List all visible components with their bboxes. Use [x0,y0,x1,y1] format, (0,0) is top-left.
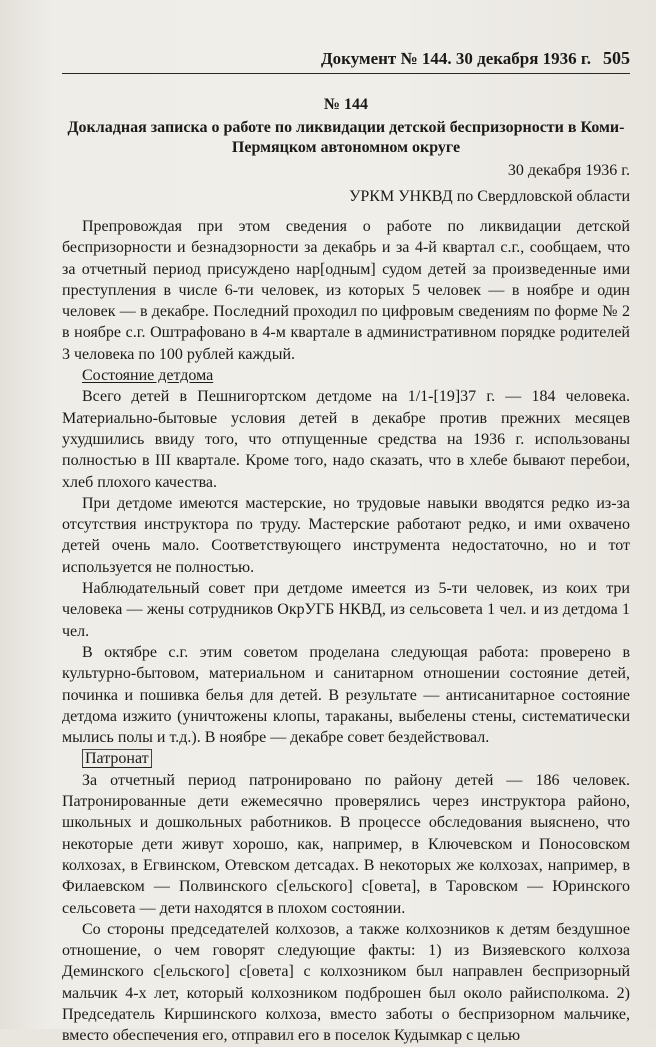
paragraph: Препровождая при этом сведения о работе по ликвидации детской беспризорности и безнадзорности за декабрь и за 4-й квартал с.г., сообщаем, что за отчетный период присуждено нар[одным] судом детей за произведенные ими преступления в числе 6-ти человек, из которых 5 человек — в ноябре и один человек — в декабре. Последний проходил по цифровым сведениям по форме № 2 в ноябре с.г. Оштрафовано в 4-м квартале в административном порядке родителей 3 человека по 100 рублей каждый. [62,218,630,363]
document-body [62,216,630,1047]
paragraph: Всего детей в Пешнигортском детдоме на 1/1-[19]37 г. — 184 человека. Материально-бытовые условия детей в декабре против прежних месяцев ухудшились ввиду того, что отпущенные средства на 1936 г. использованы полностью в III квартале. Кроме того, надо сказать, что в хлебе бывают перебои, хлеб плохого качества. [62,388,630,491]
running-title: Документ № 144. 30 декабря 1936 г. [320,49,591,68]
document-addressee: УРКМ УНКВД по Свердловской области [349,188,630,205]
running-header [62,48,630,74]
paragraph: При детдоме имеются мастерские, но трудовые навыки вводятся редко из-за отсутствия инструктора по труду. Мастерские работают редко, и ими охвачено детей очень мало. Соответствующего инструмента недостаточно, но и тот используется не полностью. [62,494,630,576]
section-heading-orphanage: Состояние детдома [82,367,214,385]
section-heading-patronage: Патронат [62,748,630,769]
document-number: № 144 [323,96,369,113]
paragraph: Со стороны председателей колхозов, а также колхозников к детям бездушное отношение, о чем говорят следующие факты: 1) из Визяевского колхоза Деминского с[ельского] с[овета] с колхозником был направлен беспризорный мальчик 4-х лет, который колхозником подброшен был около райисполкома. 2) Председатель Киршинского колхоза, вместо заботы о беспризорном мальчике, вместо обеспечения его, отправил его в поселок Кудымкар с целью [62,920,630,1045]
paragraph: В октябре с.г. этим советом проделана следующая работа: проверено в культурно-бытовом, материальном и санитарном отношении состояние детей, починка и пошивка белья для детей. В результате — антисанитарное состояние детдома изжито (уничтожены клопы, тараканы, выбелены стены, систематически мылись полы и т.д.). В ноябре — декабре совет бездействовал. [62,643,630,747]
page-number: 505 [603,48,630,68]
document-date: 30 декабря 1936 г. [507,162,630,179]
paragraph: Наблюдательный совет при детдоме имеется из 5-ти человек, из коих три человека — жены сотрудников ОкрУГБ НКВД, из сельсовета 1 чел. и из детдома 1 чел. [62,580,630,640]
paragraph: За отчетный период патронировано по району детей — 186 человек. Патронированные дети ежемесячно проверялись через инструктора районо, школьных и дошкольных работников. В процессе обследования выяснено, что некоторые дети живут хорошо, как, например, в Ключевском и Поносовском колхозах, в Егвинском, Отевском детсадах. В некоторых же колхозах, например, в Филаевском — Полвинского с[ельского] с[овета], в Таровском — Юринского сельсовета — дети находятся в плохом состоянии. [62,771,630,917]
document-title: Докладная записка о работе по ликвидации детской беспризорности в Коми-Пермяцком автономном округе [67,119,625,156]
